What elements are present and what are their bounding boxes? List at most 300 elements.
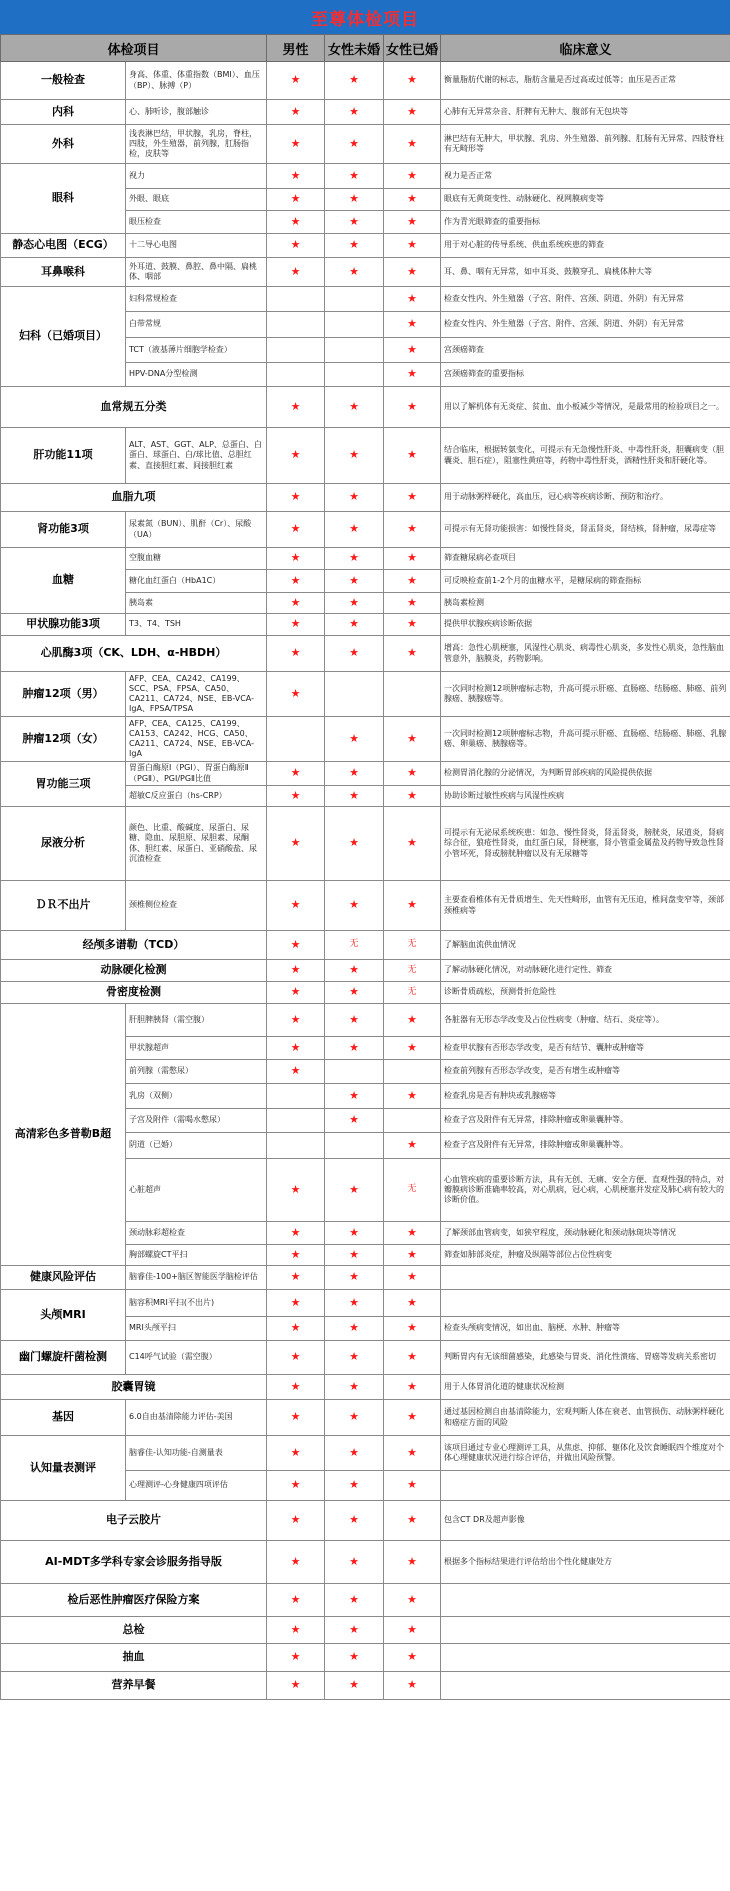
exam-category: 外科	[1, 125, 126, 164]
clinical-significance: 增高：急性心肌梗塞，风湿性心肌炎、病毒性心肌炎，多发性心肌炎，急性脑血管意外，脑膜炎，药物影响。	[441, 636, 730, 672]
header-male: 男性	[267, 35, 325, 62]
female-unmarried-mark: ★	[325, 1266, 384, 1290]
exam-category: 营养早餐	[1, 1672, 267, 1700]
exam-category: 血脂九项	[1, 484, 267, 512]
exam-item: HPV-DNA分型检测	[126, 363, 267, 387]
female-married-mark: ★	[384, 1133, 441, 1159]
male-mark: ★	[267, 512, 325, 548]
female-married-mark: ★	[384, 512, 441, 548]
female-married-mark: ★	[384, 1245, 441, 1266]
exam-item: 浅表淋巴结，甲状腺，乳房，脊柱，四肢，外生殖器，前列腺，肛肠指检，皮肤等	[126, 125, 267, 164]
clinical-significance: 宫颈癌筛查的重要指标	[441, 363, 730, 387]
female-married-mark: ★	[384, 717, 441, 762]
table-row	[1, 512, 730, 548]
exam-category: 血常规五分类	[1, 387, 267, 428]
female-unmarried-mark: ★	[325, 1644, 384, 1672]
exam-category: ＤＲ不出片	[1, 881, 126, 931]
female-unmarried-mark: ★	[325, 636, 384, 672]
table-row	[1, 1004, 730, 1037]
female-unmarried-mark: ★	[325, 1317, 384, 1341]
clinical-significance: 心肺有无异常杂音、肝脾有无肿大、腹部有无包块等	[441, 100, 730, 125]
clinical-significance: 检查子宫及附件有无异常，排除肿瘤或卵巢囊肿等。	[441, 1109, 730, 1133]
female-married-mark: ★	[384, 614, 441, 636]
male-mark: ★	[267, 1245, 325, 1266]
exam-category: 静态心电图（ECG）	[1, 234, 126, 258]
table-row	[1, 428, 730, 484]
female-married-mark: ★	[384, 1501, 441, 1541]
header-significance: 临床意义	[441, 35, 730, 62]
exam-item: 胰岛素	[126, 593, 267, 614]
clinical-significance: 提供甲状腺疾病诊断依据	[441, 614, 730, 636]
header-female-married: 女性已婚	[384, 35, 441, 62]
table-row	[1, 548, 730, 570]
exam-category: 总检	[1, 1617, 267, 1644]
male-mark: ★	[267, 234, 325, 258]
female-married-mark: ★	[384, 807, 441, 881]
male-mark: ★	[267, 1501, 325, 1541]
exam-item: 脑睿佳-100+脑区智能医学脑检评估	[126, 1266, 267, 1290]
exam-category: 胶囊胃镜	[1, 1375, 267, 1400]
female-married-mark: ★	[384, 881, 441, 931]
clinical-significance: 一次同时检测12项肿瘤标志物，升高可提示肝癌、直肠癌、结肠癌、肺癌、前列腺癌、胰腺癌等。	[441, 672, 730, 717]
female-unmarried-mark: ★	[325, 234, 384, 258]
exam-item: 心脏超声	[126, 1159, 267, 1222]
exam-item: 肝胆脾胰肾（需空腹）	[126, 1004, 267, 1037]
female-unmarried-mark: ★	[325, 125, 384, 164]
female-married-mark: ★	[384, 1644, 441, 1672]
male-mark: ★	[267, 125, 325, 164]
male-mark: ★	[267, 931, 325, 960]
male-mark: ★	[267, 807, 325, 881]
clinical-significance: 用于人体胃消化道的健康状况检测	[441, 1375, 730, 1400]
female-married-mark: ★	[384, 1317, 441, 1341]
exam-item: 外耳道、鼓膜、鼻腔、鼻中隔、扁桃体、咽部	[126, 258, 267, 287]
table-row	[1, 807, 730, 881]
exam-item: 子宫及附件（需喝水憋尿）	[126, 1109, 267, 1133]
male-mark: ★	[267, 258, 325, 287]
female-unmarried-mark: ★	[325, 484, 384, 512]
female-unmarried-mark	[325, 363, 384, 387]
table-row	[1, 1584, 730, 1617]
header-row	[1, 35, 730, 62]
female-married-mark: ★	[384, 1290, 441, 1317]
female-married-mark: ★	[384, 363, 441, 387]
exam-category: 头颅MRI	[1, 1290, 126, 1341]
female-unmarried-mark	[325, 672, 384, 717]
female-married-mark: ★	[384, 1004, 441, 1037]
clinical-significance: 视力是否正常	[441, 164, 730, 189]
table-row	[1, 1672, 730, 1700]
clinical-significance	[441, 1617, 730, 1644]
exam-category: 经颅多谱勒（TCD）	[1, 931, 267, 960]
female-married-mark: ★	[384, 1222, 441, 1245]
clinical-significance: 淋巴结有无肿大，甲状腺、乳房、外生殖器、前列腺、肛肠有无异常、四肢脊柱有无畸形等	[441, 125, 730, 164]
male-mark: ★	[267, 960, 325, 982]
exam-category: 电子云胶片	[1, 1501, 267, 1541]
male-mark: ★	[267, 1541, 325, 1584]
female-married-mark: ★	[384, 287, 441, 312]
female-married-mark: 无	[384, 1159, 441, 1222]
female-unmarried-mark	[325, 1060, 384, 1084]
female-unmarried-mark: ★	[325, 62, 384, 100]
female-married-mark: ★	[384, 1341, 441, 1375]
male-mark	[267, 1109, 325, 1133]
female-married-mark: ★	[384, 786, 441, 807]
male-mark: ★	[267, 1266, 325, 1290]
exam-category: 耳鼻喉科	[1, 258, 126, 287]
exam-category: 幽门螺旋杆菌检测	[1, 1341, 126, 1375]
male-mark: ★	[267, 1584, 325, 1617]
exam-item: 阴道（已婚）	[126, 1133, 267, 1159]
male-mark: ★	[267, 100, 325, 125]
clinical-significance	[441, 1644, 730, 1672]
female-unmarried-mark: ★	[325, 1375, 384, 1400]
male-mark: ★	[267, 982, 325, 1004]
exam-table	[0, 34, 730, 1700]
clinical-significance: 根据多个指标结果进行评估给出个性化健康处方	[441, 1541, 730, 1584]
male-mark	[267, 363, 325, 387]
clinical-significance: 了解脑血流供血情况	[441, 931, 730, 960]
female-unmarried-mark: ★	[325, 1109, 384, 1133]
clinical-significance: 检查女性内、外生殖器（子宫、附件、宫颈、阴道、外阴）有无异常	[441, 287, 730, 312]
exam-item: 甲状腺超声	[126, 1037, 267, 1060]
female-unmarried-mark: ★	[325, 1245, 384, 1266]
female-unmarried-mark: ★	[325, 1290, 384, 1317]
male-mark: ★	[267, 1617, 325, 1644]
exam-category: 血糖	[1, 548, 126, 614]
female-unmarried-mark: ★	[325, 1400, 384, 1436]
female-married-mark: ★	[384, 1471, 441, 1501]
exam-item: 十二导心电图	[126, 234, 267, 258]
exam-category: 肝功能11项	[1, 428, 126, 484]
clinical-significance: 了解动脉硬化情况，对动脉硬化进行定性、筛查	[441, 960, 730, 982]
female-married-mark: 无	[384, 931, 441, 960]
table-row	[1, 1290, 730, 1317]
male-mark: ★	[267, 593, 325, 614]
exam-item: 眼压检查	[126, 211, 267, 234]
clinical-significance: 检查乳房是否有肿块或乳腺癌等	[441, 1084, 730, 1109]
female-unmarried-mark: ★	[325, 614, 384, 636]
exam-category: 健康风险评估	[1, 1266, 126, 1290]
clinical-significance: 可提示有无肾功能损害：如慢性肾炎，肾盂肾炎，肾结核，肾肿瘤，尿毒症等	[441, 512, 730, 548]
exam-category: 眼科	[1, 164, 126, 234]
table-row	[1, 1266, 730, 1290]
table-row	[1, 982, 730, 1004]
exam-item: 糖化血红蛋白（HbA1C）	[126, 570, 267, 593]
female-unmarried-mark: ★	[325, 1436, 384, 1471]
female-married-mark: ★	[384, 62, 441, 100]
table-row	[1, 636, 730, 672]
clinical-significance: 眼底有无黄斑变性、动脉硬化、视网膜病变等	[441, 189, 730, 211]
clinical-significance: 检查甲状腺有否形态学改变，是否有结节、囊肿或肿瘤等	[441, 1037, 730, 1060]
female-unmarried-mark: ★	[325, 1617, 384, 1644]
female-unmarried-mark: ★	[325, 1541, 384, 1584]
exam-item: AFP、CEA、CA242、CA199、SCC、PSA、FPSA、CA50、CA211、CA724、NSE、EB-VCA-IgA、FPSA/TPSA	[126, 672, 267, 717]
exam-category: 肿瘤12项（女）	[1, 717, 126, 762]
clinical-significance: 一次同时检测12项肿瘤标志物，升高可提示肝癌、直肠癌、结肠癌、肺癌、乳腺癌、卵巢癌、胰腺癌等。	[441, 717, 730, 762]
male-mark: ★	[267, 786, 325, 807]
clinical-significance: 判断胃内有无该细菌感染，此感染与胃炎、消化性溃疡、胃癌等发病关系密切	[441, 1341, 730, 1375]
female-unmarried-mark: ★	[325, 762, 384, 786]
table-row	[1, 672, 730, 717]
female-unmarried-mark: ★	[325, 881, 384, 931]
female-married-mark: ★	[384, 125, 441, 164]
exam-item: 前列腺（需憋尿）	[126, 1060, 267, 1084]
clinical-significance: 主要查看椎体有无骨质增生、先天性畸形，血管有无压迫，椎间盘变窄等，颈部颈椎病等	[441, 881, 730, 931]
male-mark: ★	[267, 1436, 325, 1471]
male-mark: ★	[267, 428, 325, 484]
clinical-significance: 筛查如肺部炎症，肿瘤及纵隔等部位占位性病变	[441, 1245, 730, 1266]
female-unmarried-mark	[325, 287, 384, 312]
female-unmarried-mark: ★	[325, 1037, 384, 1060]
clinical-significance: 检查头颅病变情况，如出血、脑梗、水肿、肿瘤等	[441, 1317, 730, 1341]
male-mark	[267, 1133, 325, 1159]
table-row	[1, 1375, 730, 1400]
exam-category: 内科	[1, 100, 126, 125]
male-mark: ★	[267, 1375, 325, 1400]
table-row	[1, 1341, 730, 1375]
clinical-significance: 检查前列腺有否形态学改变，是否有增生或肿瘤等	[441, 1060, 730, 1084]
exam-item: 颈动脉彩超检查	[126, 1222, 267, 1245]
table-body	[1, 62, 730, 1700]
female-unmarried-mark	[325, 1133, 384, 1159]
table-row	[1, 762, 730, 786]
male-mark: ★	[267, 672, 325, 717]
female-married-mark: ★	[384, 570, 441, 593]
female-married-mark: ★	[384, 387, 441, 428]
male-mark: ★	[267, 1060, 325, 1084]
exam-item: 心、肺听诊，腹部触诊	[126, 100, 267, 125]
header-female-unmarried: 女性未婚	[325, 35, 384, 62]
exam-category: 抽血	[1, 1644, 267, 1672]
female-unmarried-mark: ★	[325, 1004, 384, 1037]
exam-item: 6.0自由基清除能力评估-美国	[126, 1400, 267, 1436]
exam-item: 乳房（双侧）	[126, 1084, 267, 1109]
female-married-mark: ★	[384, 1375, 441, 1400]
female-married-mark	[384, 672, 441, 717]
female-unmarried-mark: ★	[325, 982, 384, 1004]
clinical-significance: 宫颈癌筛查	[441, 338, 730, 363]
male-mark: ★	[267, 211, 325, 234]
clinical-significance: 该项目通过专业心理测评工具，从焦虑、抑郁、躯体化及饮食睡眠四个维度对个体心理健康状况进行综合评估，并做出风险预警。	[441, 1436, 730, 1471]
clinical-significance: 诊断骨质疏松，预测骨折危险性	[441, 982, 730, 1004]
female-married-mark: ★	[384, 189, 441, 211]
clinical-significance: 筛查糖尿病必查项目	[441, 548, 730, 570]
exam-item: 脑容积MRI平扫(不出片)	[126, 1290, 267, 1317]
female-married-mark: ★	[384, 1541, 441, 1584]
female-married-mark: ★	[384, 636, 441, 672]
female-unmarried-mark	[325, 338, 384, 363]
female-unmarried-mark: ★	[325, 428, 384, 484]
male-mark: ★	[267, 614, 325, 636]
female-unmarried-mark	[325, 312, 384, 338]
exam-item: 脑睿佳-认知功能-自测量表	[126, 1436, 267, 1471]
exam-category: 一般检查	[1, 62, 126, 100]
table-row	[1, 62, 730, 100]
female-unmarried-mark: ★	[325, 100, 384, 125]
exam-category: 尿液分析	[1, 807, 126, 881]
clinical-significance	[441, 1471, 730, 1501]
clinical-significance: 用以了解机体有无炎症、贫血、血小板减少等情况，是最常用的检验项目之一。	[441, 387, 730, 428]
female-married-mark: ★	[384, 234, 441, 258]
male-mark: ★	[267, 1471, 325, 1501]
table-row	[1, 960, 730, 982]
male-mark: ★	[267, 1400, 325, 1436]
male-mark	[267, 287, 325, 312]
female-unmarried-mark: ★	[325, 1159, 384, 1222]
clinical-significance	[441, 1584, 730, 1617]
table-row	[1, 1541, 730, 1584]
male-mark: ★	[267, 189, 325, 211]
exam-item: 空腹血糖	[126, 548, 267, 570]
clinical-significance: 胰岛素检测	[441, 593, 730, 614]
exam-category: 骨密度检测	[1, 982, 267, 1004]
female-unmarried-mark: ★	[325, 1341, 384, 1375]
female-married-mark: ★	[384, 338, 441, 363]
table-row	[1, 717, 730, 762]
male-mark: ★	[267, 1222, 325, 1245]
exam-item: 妇科常规检查	[126, 287, 267, 312]
clinical-significance: 通过基因检测自由基清除能力，宏观判断人体在衰老、血管损伤、动脉粥样硬化和癌症方面的风险	[441, 1400, 730, 1436]
female-married-mark: ★	[384, 762, 441, 786]
exam-category: 基因	[1, 1400, 126, 1436]
female-married-mark: ★	[384, 1672, 441, 1700]
male-mark: ★	[267, 1004, 325, 1037]
female-unmarried-mark: ★	[325, 786, 384, 807]
table-row	[1, 1617, 730, 1644]
exam-item: 外眼、眼底	[126, 189, 267, 211]
female-married-mark: ★	[384, 1266, 441, 1290]
male-mark	[267, 717, 325, 762]
exam-category: 检后恶性肿瘤医疗保险方案	[1, 1584, 267, 1617]
exam-item: 白带常规	[126, 312, 267, 338]
female-unmarried-mark: 无	[325, 931, 384, 960]
table-row	[1, 234, 730, 258]
table-row	[1, 931, 730, 960]
exam-item: 尿素氮（BUN）、肌酐（Cr）、尿酸（UA）	[126, 512, 267, 548]
clinical-significance	[441, 1266, 730, 1290]
clinical-significance: 包含CT DR及超声影像	[441, 1501, 730, 1541]
female-unmarried-mark: ★	[325, 1222, 384, 1245]
female-married-mark: ★	[384, 428, 441, 484]
clinical-significance: 检测胃消化腺的分泌情况，为判断胃部疾病的风险提供依据	[441, 762, 730, 786]
clinical-significance: 耳、鼻、咽有无异常，如中耳炎、鼓膜穿孔、扁桃体肿大等	[441, 258, 730, 287]
female-married-mark: ★	[384, 211, 441, 234]
male-mark	[267, 312, 325, 338]
female-unmarried-mark: ★	[325, 807, 384, 881]
female-unmarried-mark: ★	[325, 1672, 384, 1700]
female-unmarried-mark: ★	[325, 1584, 384, 1617]
male-mark: ★	[267, 1317, 325, 1341]
exam-item: ALT、AST、GGT、ALP、总蛋白、白蛋白、球蛋白、白/球比值、总胆红素、直接胆红素、间接胆红素	[126, 428, 267, 484]
clinical-significance	[441, 1290, 730, 1317]
exam-item: 胸部螺旋CT平扫	[126, 1245, 267, 1266]
female-married-mark: ★	[384, 1584, 441, 1617]
clinical-significance: 用于对心脏的传导系统、供血系统疾患的筛查	[441, 234, 730, 258]
male-mark: ★	[267, 1290, 325, 1317]
table-row	[1, 1644, 730, 1672]
clinical-significance: 作为青光眼筛查的重要指标	[441, 211, 730, 234]
exam-item: 心理测评-心身健康四项评估	[126, 1471, 267, 1501]
female-married-mark: ★	[384, 1400, 441, 1436]
clinical-significance: 用于动脉粥样硬化，高血压，冠心病等疾病诊断、预防和治疗。	[441, 484, 730, 512]
clinical-significance: 衡量脂肪代谢的标志，脂肪含量是否过高或过低等；血压是否正常	[441, 62, 730, 100]
female-unmarried-mark: ★	[325, 1471, 384, 1501]
male-mark: ★	[267, 484, 325, 512]
female-unmarried-mark: ★	[325, 1501, 384, 1541]
male-mark: ★	[267, 548, 325, 570]
table-row	[1, 614, 730, 636]
female-unmarried-mark: ★	[325, 164, 384, 189]
table-row	[1, 387, 730, 428]
female-married-mark: ★	[384, 258, 441, 287]
table-row	[1, 125, 730, 164]
exam-item: 视力	[126, 164, 267, 189]
table-row	[1, 1436, 730, 1471]
female-unmarried-mark: ★	[325, 960, 384, 982]
exam-category: 甲状腺功能3项	[1, 614, 126, 636]
exam-category: 认知量表测评	[1, 1436, 126, 1501]
female-married-mark: ★	[384, 100, 441, 125]
clinical-significance: 协助诊断过敏性疾病与风湿性疾病	[441, 786, 730, 807]
female-married-mark: 无	[384, 982, 441, 1004]
table-row	[1, 1400, 730, 1436]
clinical-significance: 可反映检查前1-2个月的血糖水平，是糖尿病的筛查指标	[441, 570, 730, 593]
female-unmarried-mark: ★	[325, 512, 384, 548]
male-mark: ★	[267, 1341, 325, 1375]
clinical-significance: 可提示有无泌尿系统疾患：如急、慢性肾炎，肾盂肾炎，膀胱炎，尿道炎，肾病综合征，狼疮性肾炎，血红蛋白尿，肾梗塞，肾小管重金属盐及药物导致急性肾小管坏死，肾或膀胱肿瘤以及有无尿糖等	[441, 807, 730, 881]
exam-item: 超敏C反应蛋白（hs-CRP）	[126, 786, 267, 807]
exam-item: 颜色、比重、酸碱度、尿蛋白、尿糖、隐血、尿胆原、尿胆素、尿酮体、胆红素、尿蛋白、亚硝酸盐、尿沉渣检查	[126, 807, 267, 881]
female-married-mark: 无	[384, 960, 441, 982]
exam-item: AFP、CEA、CA125、CA199、CA153、CA242、HCG、CA50、CA211、CA724、NSE、EB-VCA-IgA	[126, 717, 267, 762]
female-married-mark: ★	[384, 548, 441, 570]
exam-item: 胃蛋白酶原Ⅰ（PGⅠ）、胃蛋白酶原Ⅱ（PGⅡ）、PGⅠ/PGⅡ比值	[126, 762, 267, 786]
exam-category: 妇科（已婚项目）	[1, 287, 126, 387]
female-unmarried-mark: ★	[325, 258, 384, 287]
table-row	[1, 287, 730, 312]
clinical-significance	[441, 1672, 730, 1700]
exam-item: TCT（液基薄片细胞学检查）	[126, 338, 267, 363]
male-mark: ★	[267, 1644, 325, 1672]
exam-item: T3、T4、TSH	[126, 614, 267, 636]
male-mark: ★	[267, 762, 325, 786]
male-mark: ★	[267, 1037, 325, 1060]
female-unmarried-mark: ★	[325, 593, 384, 614]
female-unmarried-mark: ★	[325, 189, 384, 211]
male-mark	[267, 1084, 325, 1109]
table-row	[1, 484, 730, 512]
female-married-mark: ★	[384, 1084, 441, 1109]
clinical-significance: 结合临床，根据转氨变化，可提示有无急慢性肝炎、中毒性肝炎，胆囊病变（胆囊炎、胆石症），阻塞性黄疸等，药物中毒性肝炎，酒精性肝炎和肝硬化等。	[441, 428, 730, 484]
female-unmarried-mark: ★	[325, 211, 384, 234]
exam-category: 肿瘤12项（男）	[1, 672, 126, 717]
male-mark: ★	[267, 1159, 325, 1222]
male-mark: ★	[267, 1672, 325, 1700]
table-row	[1, 881, 730, 931]
exam-category: 胃功能三项	[1, 762, 126, 807]
clinical-significance: 检查女性内、外生殖器（子宫、附件、宫颈、阴道、外阴）有无异常	[441, 312, 730, 338]
table-row	[1, 164, 730, 189]
exam-item: 颈椎侧位检查	[126, 881, 267, 931]
female-unmarried-mark: ★	[325, 570, 384, 593]
male-mark: ★	[267, 164, 325, 189]
female-married-mark	[384, 1060, 441, 1084]
table-row	[1, 100, 730, 125]
female-married-mark: ★	[384, 1037, 441, 1060]
page-title: 至尊体检项目	[0, 0, 730, 34]
female-unmarried-mark: ★	[325, 717, 384, 762]
